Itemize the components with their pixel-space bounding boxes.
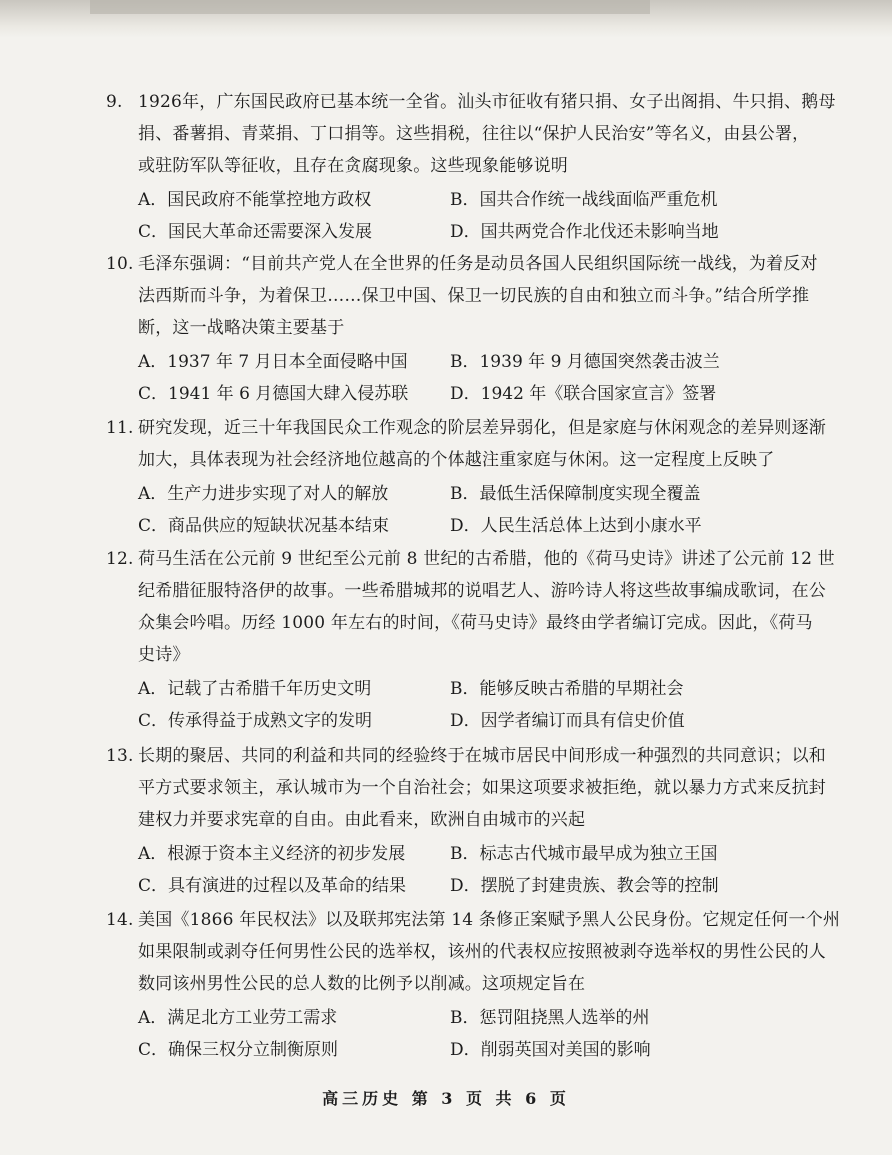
question-number: 14.	[106, 910, 134, 930]
page-footer: 高三历史 第 3 页 共 6 页	[322, 1089, 570, 1108]
option-c: C．具有演进的过程以及革命的结果	[138, 876, 407, 896]
question-13	[106, 740, 826, 902]
question-text: 史诗》	[138, 645, 190, 665]
question-10	[106, 248, 818, 410]
option-b: B．最低生活保障制度实现全覆盖	[450, 484, 701, 504]
option-c: C．商品供应的短缺状况基本结束	[138, 516, 390, 536]
option-a: A．根源于资本主义经济的初步发展	[138, 844, 406, 864]
question-text: 荷马生活在公元前 9 世纪至公元前 8 世纪的古希腊，他的《荷马史诗》讲述了公元前 12 世	[138, 549, 835, 569]
question-number: 13.	[106, 746, 134, 766]
option-b: B．标志古代城市最早成为独立王国	[450, 844, 718, 864]
question-line	[106, 740, 826, 772]
option-c: C．传承得益于成熟文字的发明	[138, 711, 373, 731]
options	[106, 478, 796, 542]
question-number: 9.	[106, 92, 123, 112]
question-text: 断，这一战略决策主要基于	[138, 318, 345, 338]
option-a: A．1937 年 7 月日本全面侵略中国	[138, 352, 408, 372]
options	[106, 1002, 796, 1066]
question-line	[106, 904, 841, 936]
option-c: C．确保三权分立制衡原则	[138, 1040, 339, 1060]
options	[106, 184, 796, 248]
option-b: B．国共合作统一战线面临严重危机	[450, 190, 718, 210]
options	[106, 838, 796, 902]
option-a: A．国民政府不能掌控地方政权	[138, 190, 372, 210]
question-text: 美国《1866 年民权法》以及联邦宪法第 14 条修正案赋予黑人公民身份。它规定任何一个州	[138, 910, 841, 930]
question-text: 平方式要求领主，承认城市为一个自治社会；如果这项要求被拒绝，就以暴力方式来反抗封	[138, 778, 826, 798]
option-d: D．1942 年《联合国家宣言》签署	[450, 384, 717, 404]
question-number: 10.	[106, 254, 134, 274]
option-a: A．记载了古希腊千年历史文明	[138, 679, 372, 699]
question-text: 纪希腊征服特洛伊的故事。一些希腊城邦的说唱艺人、游吟诗人将这些故事编成歌词，在公	[138, 581, 826, 601]
question-text: 或驻防军队等征收，且存在贪腐现象。这些现象能够说明	[138, 156, 568, 176]
question-text: 1926年，广东国民政府已基本统一全省。汕头市征收有猪只捐、女子出阁捐、牛只捐、鹅母	[138, 92, 836, 112]
option-c: C．国民大革命还需要深入发展	[138, 222, 373, 242]
question-text: 毛泽东强调：“目前共产党人在全世界的任务是动员各国人民组织国际统一战线，为着反对	[138, 254, 818, 274]
option-b: B．1939 年 9 月德国突然袭击波兰	[450, 352, 720, 372]
option-d: D．人民生活总体上达到小康水平	[450, 516, 702, 536]
question-text: 研究发现，近三十年我国民众工作观念的阶层差异弱化，但是家庭与休闲观念的差异则逐渐	[138, 418, 826, 438]
question-9	[106, 86, 836, 248]
question-text: 数同该州男性公民的总人数的比例予以削减。这项规定旨在	[138, 974, 586, 994]
question-14	[106, 904, 841, 1066]
option-d: D．因学者编订而具有信史价值	[450, 711, 685, 731]
option-a: A．满足北方工业劳工需求	[138, 1008, 338, 1028]
question-line	[106, 86, 836, 118]
question-line	[106, 248, 818, 280]
option-d: D．削弱英国对美国的影响	[450, 1040, 651, 1060]
question-12	[106, 543, 835, 737]
question-line	[106, 543, 835, 575]
question-text: 捐、番薯捐、青菜捐、丁口捐等。这些捐税，往往以“保护人民治安”等名义，由县公署，	[138, 124, 810, 144]
question-text: 法西斯而斗争，为着保卫……保卫中国、保卫一切民族的自由和独立而斗争。”结合所学推	[138, 286, 810, 306]
option-b: B．能够反映古希腊的早期社会	[450, 679, 684, 699]
question-text: 加大，具体表现为社会经济地位越高的个体越注重家庭与休闲。这一定程度上反映了	[138, 450, 775, 470]
question-text: 长期的聚居、共同的利益和共同的经验终于在城市居民中间形成一种强烈的共同意识；以和	[138, 746, 826, 766]
question-text: 如果限制或剥夺任何男性公民的选举权，该州的代表权应按照被剥夺选举权的男性公民的人	[138, 942, 826, 962]
option-d: D．国共两党合作北伐还未影响当地	[450, 222, 719, 242]
options	[106, 346, 796, 410]
question-11	[106, 412, 826, 542]
options	[106, 673, 796, 737]
option-d: D．摆脱了封建贵族、教会等的控制	[450, 876, 719, 896]
option-a: A．生产力进步实现了对人的解放	[138, 484, 389, 504]
question-line	[106, 412, 826, 444]
option-c: C．1941 年 6 月德国大肆入侵苏联	[138, 384, 409, 404]
question-text: 众集会吟唱。历经 1000 年左右的时间，《荷马史诗》最终由学者编订完成。因此，《荷马	[138, 613, 813, 633]
option-b: B．惩罚阻挠黑人选举的州	[450, 1008, 650, 1028]
question-number: 11.	[106, 418, 134, 438]
question-number: 12.	[106, 549, 134, 569]
question-text: 建权力并要求宪章的自由。由此看来，欧洲自由城市的兴起	[138, 810, 586, 830]
